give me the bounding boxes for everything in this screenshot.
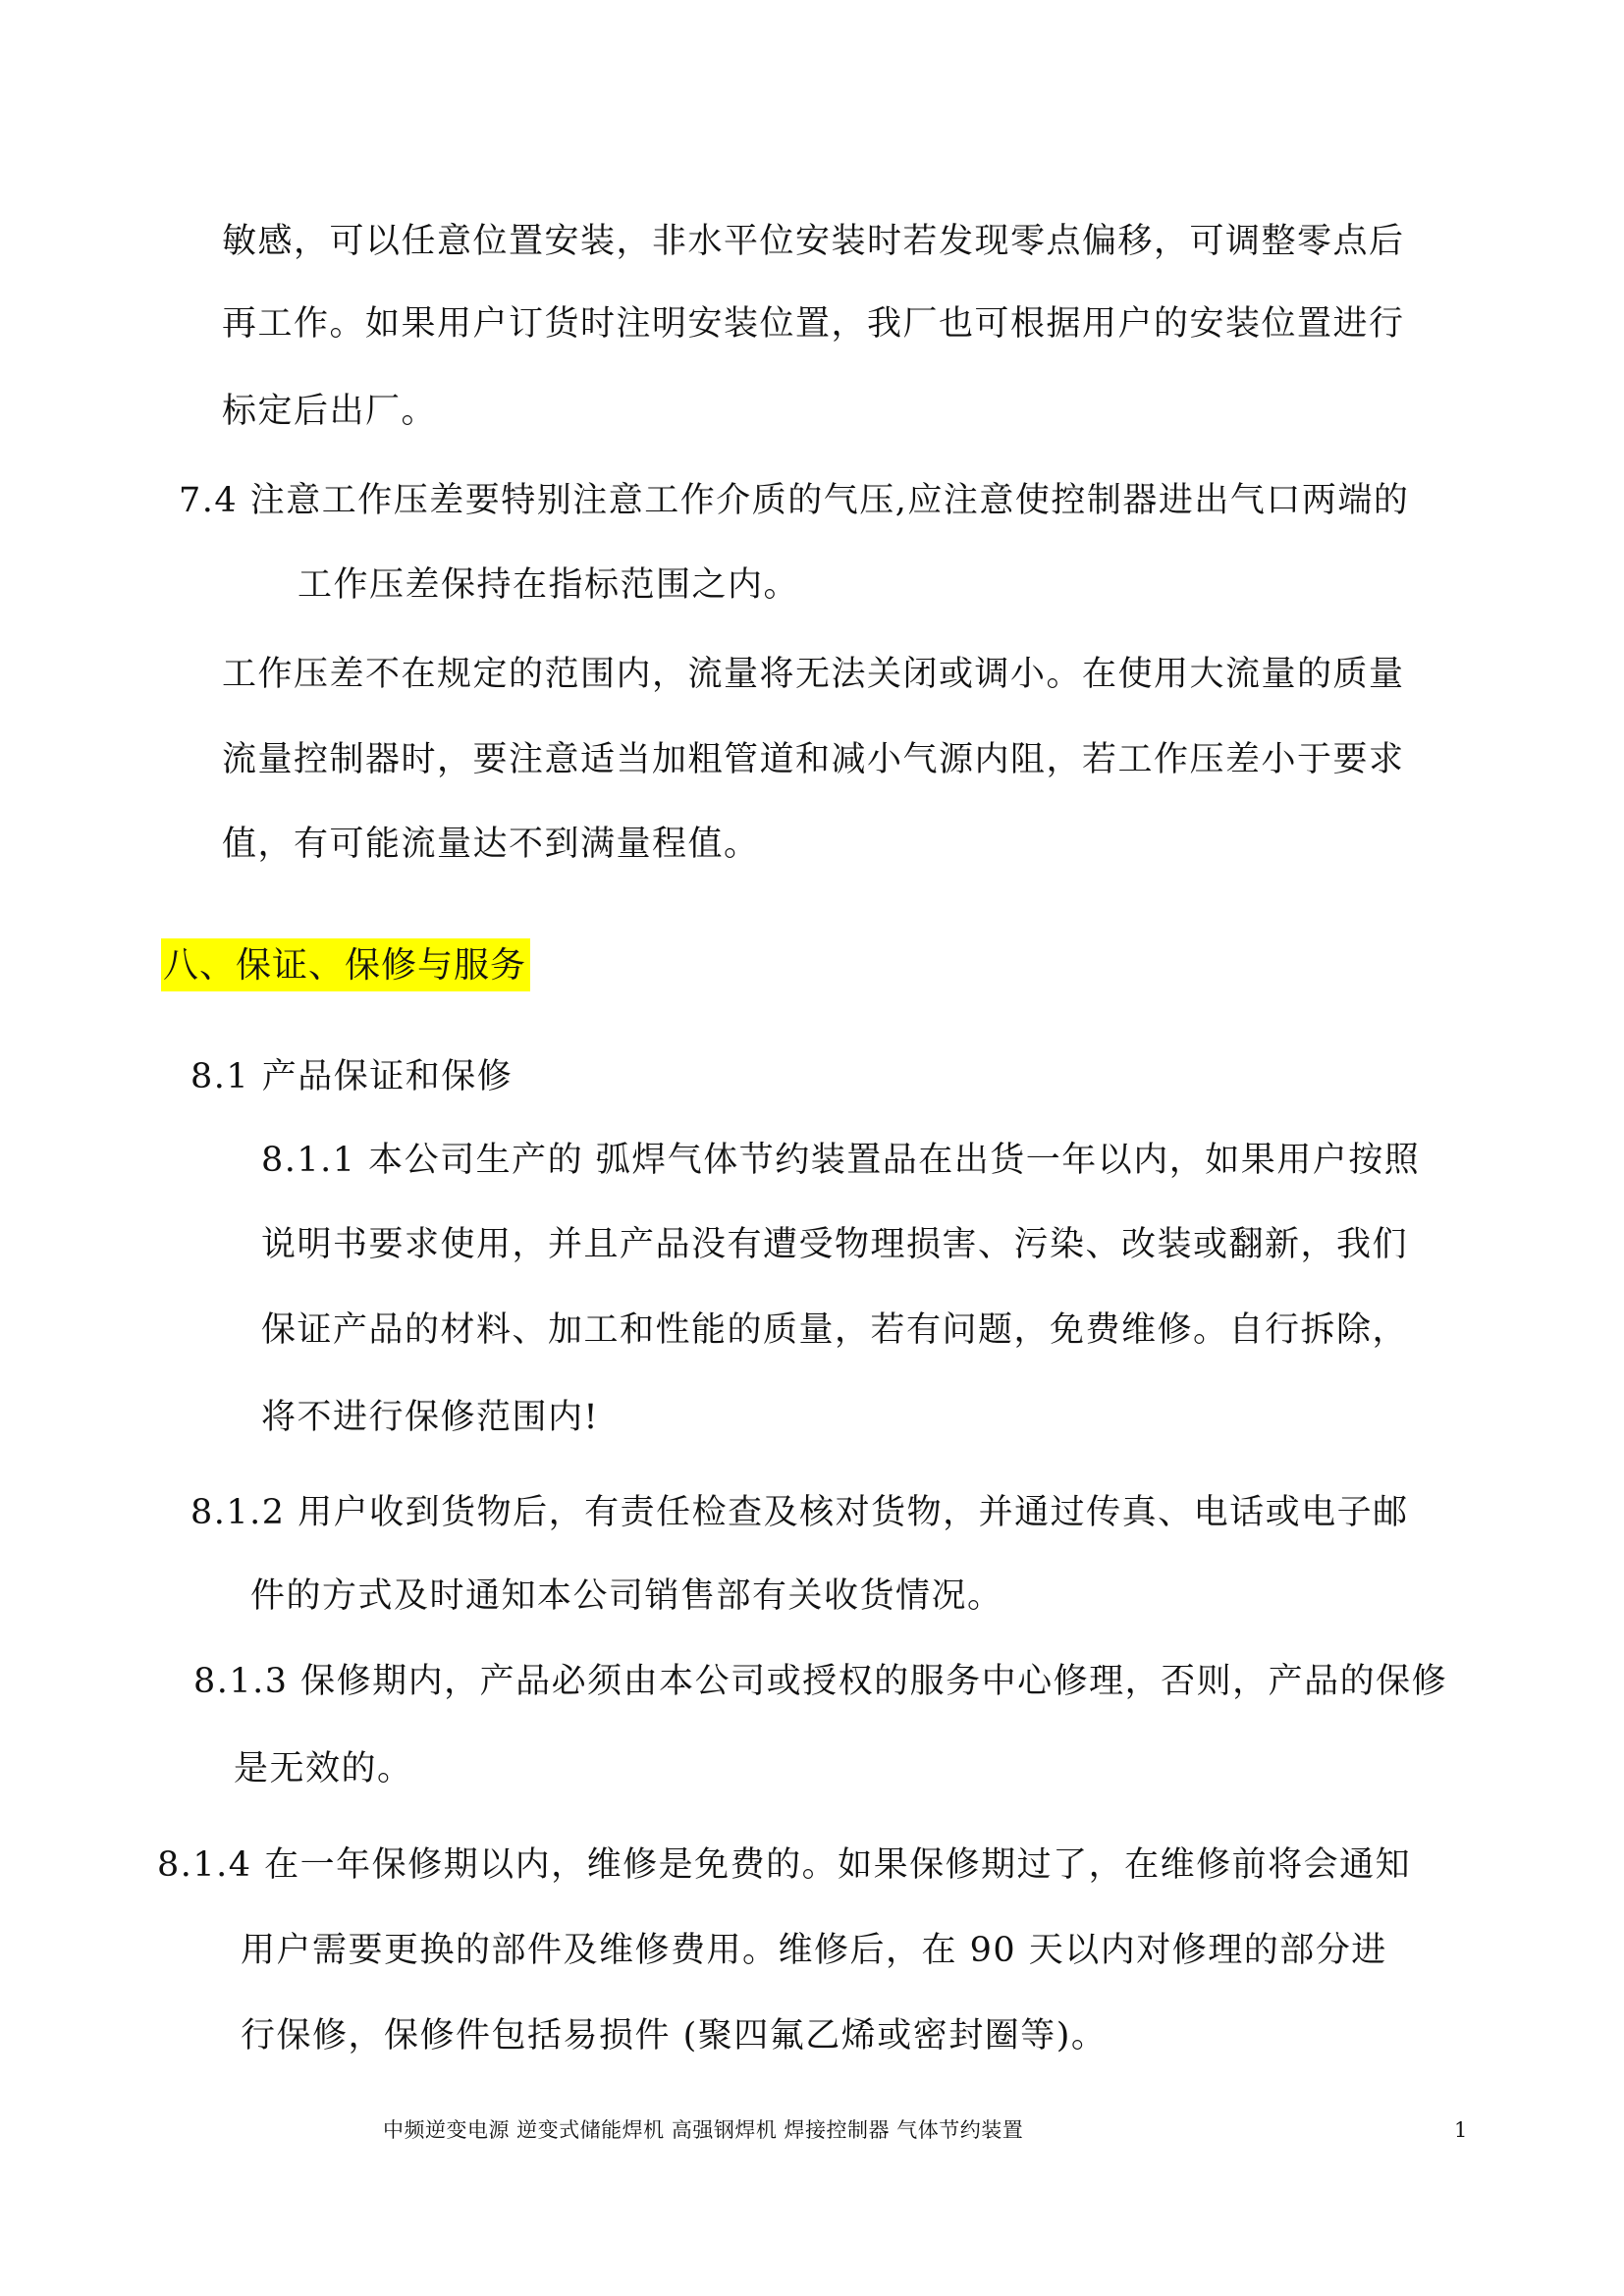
body-line: 敏感，可以任意位置安装，非水平位安装时若发现零点偏移，可调整零点后: [222, 222, 1405, 261]
clause-line: 说明书要求使用，并且产品没有遭受物理损害、污染、改装或翻新，我们: [261, 1225, 1409, 1264]
clause-line: 8.1.2 用户收到货物后，有责任检查及核对货物，并通过传真、电话或电子邮: [190, 1493, 1409, 1532]
body-line: 标定后出厂。: [222, 392, 438, 431]
footer-text: 中频逆变电源 逆变式储能焊机 高强钢焊机 焊接控制器 气体节约装置: [383, 2118, 1024, 2142]
body-line: 再工作。如果用户订货时注明安装位置，我厂也可根据用户的安装位置进行: [222, 304, 1405, 344]
clause-line: 8.1.1 本公司生产的 弧焊气体节约装置品在出货一年以内，如果用户按照: [261, 1141, 1421, 1180]
clause-line: 行保修，保修件包括易损件 (聚四氟乙烯或密封圈等)。: [241, 2016, 1108, 2056]
clause-line: 8.1.3 保修期内，产品必须由本公司或授权的服务中心修理，否则，产品的保修: [193, 1662, 1448, 1701]
clause-line: 用户需要更换的部件及维修费用。维修后，在 90 天以内对修理的部分进: [241, 1931, 1387, 1970]
body-line: 工作压差不在规定的范围内，流量将无法关闭或调小。在使用大流量的质量: [222, 655, 1405, 694]
section-heading: 八、保证、保修与服务: [161, 938, 530, 991]
body-line: 流量控制器时，要注意适当加粗管道和减小气源内阻，若工作压差小于要求: [222, 740, 1405, 779]
body-line: 7.4 注意工作压差要特别注意工作介质的气压,应注意使控制器进出气口两端的: [179, 481, 1410, 520]
body-line: 值，有可能流量达不到满量程值。: [222, 825, 760, 864]
clause-line: 是无效的。: [234, 1749, 413, 1789]
clause-line: 件的方式及时通知本公司销售部有关收货情况。: [250, 1576, 1003, 1616]
page-number: 1: [1454, 2118, 1468, 2142]
subsection-title: 8.1 产品保证和保修: [190, 1057, 514, 1096]
clause-line: 将不进行保修范围内!: [261, 1398, 600, 1437]
clause-line: 保证产品的材料、加工和性能的质量，若有问题，免费维修。自行拆除，: [261, 1310, 1409, 1350]
body-line: 工作压差保持在指标范围之内。: [298, 565, 800, 605]
clause-line: 8.1.4 在一年保修期以内，维修是免费的。如果保修期过了，在维修前将会通知: [157, 1845, 1412, 1885]
